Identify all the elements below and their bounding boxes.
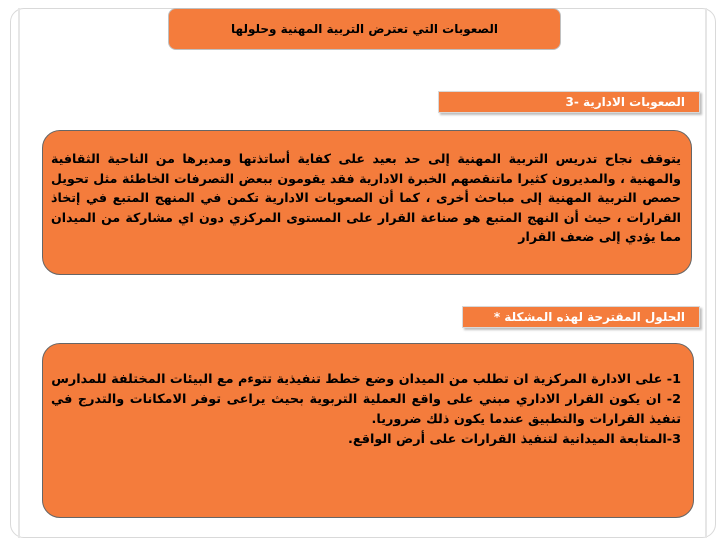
- admin-difficulties-box: [42, 130, 692, 275]
- solution-item-1: 1- على الادارة المركزية ان تطلب من الميدان وضع خطط تنفيذية تتوءم مع البيئات المختلفة للمدارس: [51, 372, 681, 387]
- frame-left-rule: [18, 8, 20, 538]
- slide-title: الصعوبات التي تعترض التربية المهنية وحلولها: [168, 8, 561, 50]
- solution-item-2: 2- ان يكون القرار الاداري مبني على واقع العملية التربوية بحيث يراعى توفر الامكانات والتدرج في تنفيذ القرارات والتطبيق عندما يكون ذلك ضروريا.: [51, 392, 681, 427]
- frame-right-rule: [705, 8, 707, 538]
- proposed-solutions-label: الحلول المقترحة لهذه المشكلة *: [462, 306, 700, 328]
- admin-difficulties-text: يتوقف نجاح تدريس التربية المهنية إلى حد بعيد على كفاية أساتذتها ومديرها من الناحية الثقافية والمهنية ، والمديرون كثيرا ماتنقصهم الخبرة الادارية فقد يقومون ببعض التصرفات الخاطئة مثل تحويل حصص التربية المهنية إلى مباحث أخرى ، كما أن الصعوبات الادارية تكمن في المنهج المتبع في إتخاذ القرارات ، حيث أن النهج المتبع هو صناعة القرار على المستوى المركزي دون اي مشاركة من الميدان مما يؤدي إلى ضعف القرار: [51, 151, 681, 244]
- proposed-solutions-box: [42, 343, 694, 518]
- solution-item-3: 3-المتابعة الميدانية لتنفيذ القرارات على أرض الواقع.: [347, 432, 681, 447]
- admin-difficulties-label: الصعوبات الادارية -3: [438, 91, 700, 113]
